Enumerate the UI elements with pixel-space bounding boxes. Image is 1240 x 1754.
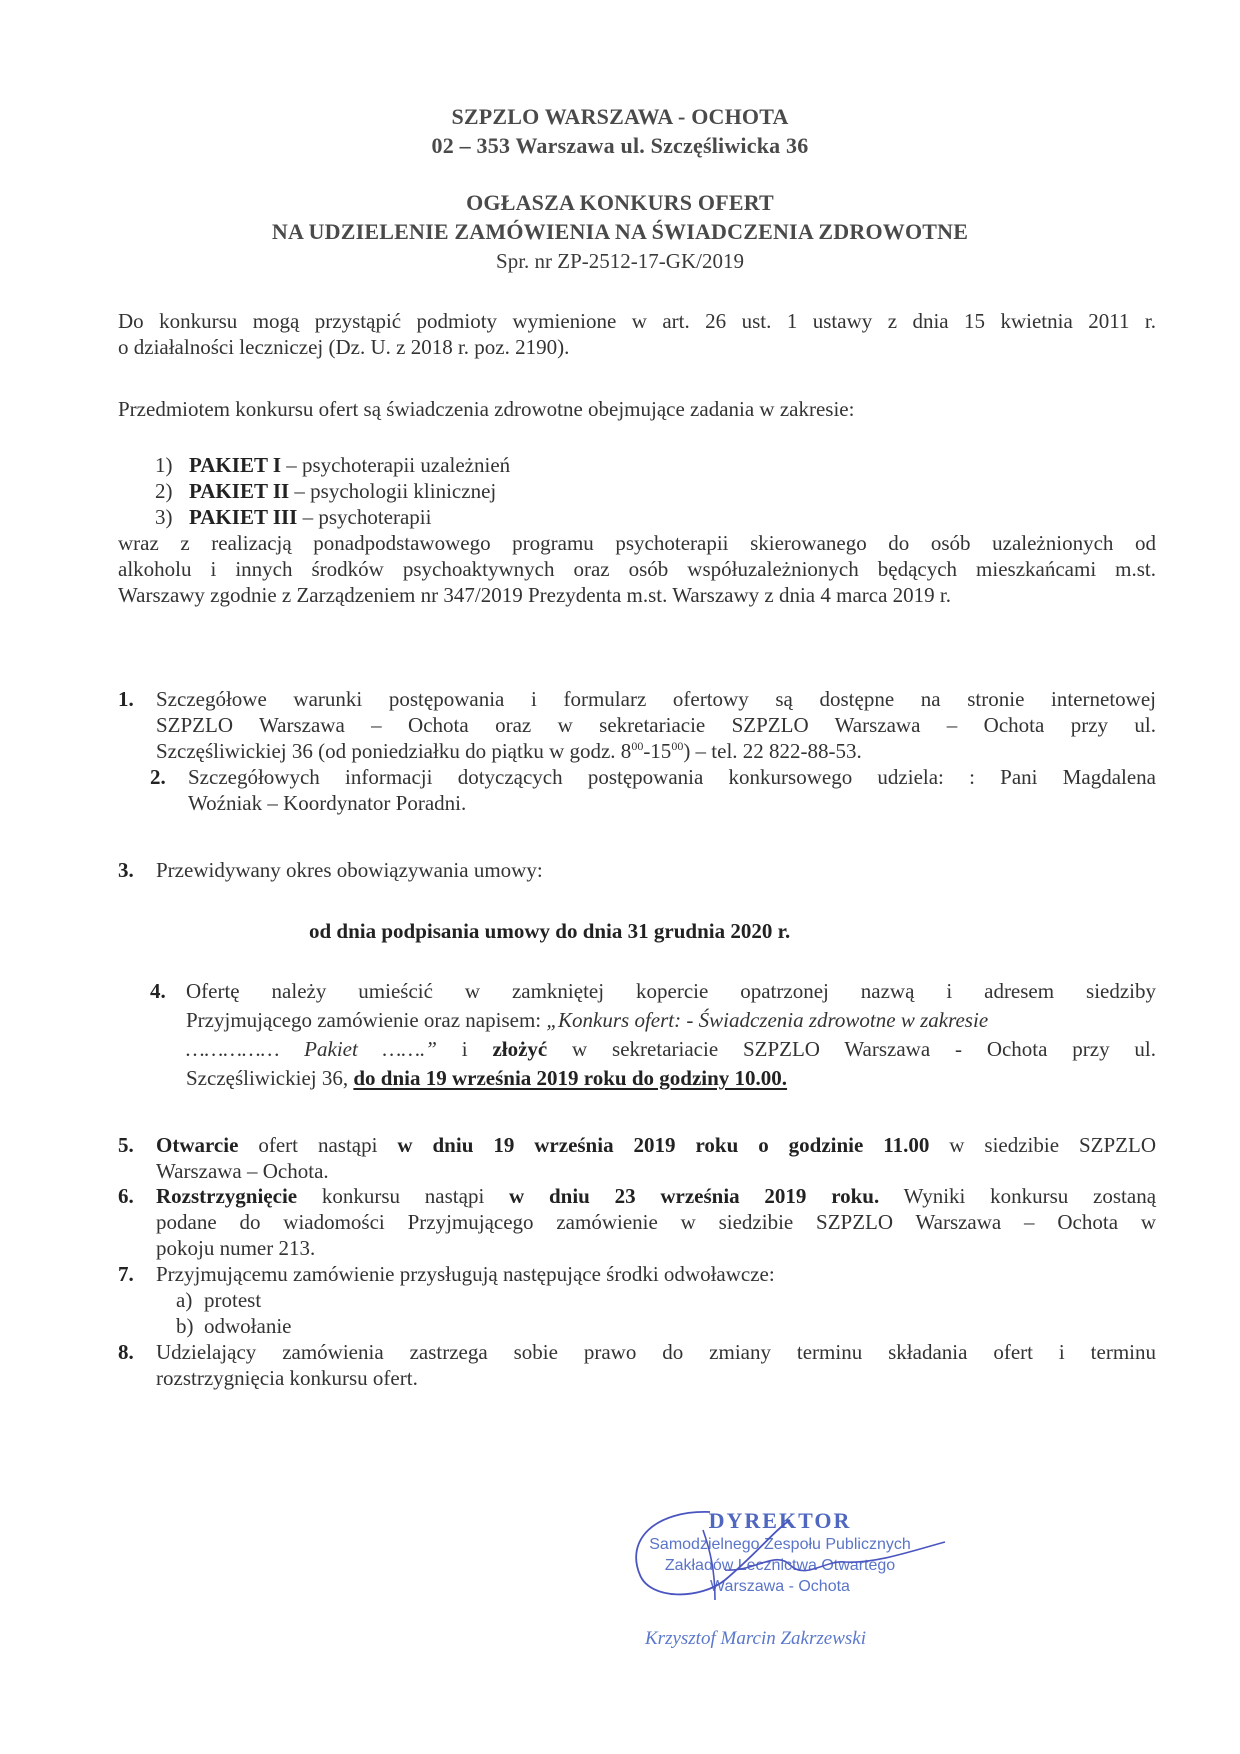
submission-deadline: do dnia 19 września 2019 roku do godziny 10.00. (353, 1066, 788, 1090)
numbered-item-6: 6. Rozstrzygnięcie konkursu nastąpi w dniu 23 września 2019 roku. Wyniki konkursu zostaną podane do wiadomości Przyjmującego zamówienie w siedzibie SZPZLO Warszawa – Ochota w pokoju numer 213. (118, 1184, 1157, 1260)
numbered-item-7: 7. Przyjmującemu zamówienie przysługują następujące środki odwoławcze: a) protest b) odwołanie (118, 1261, 1156, 1339)
numbered-item-5: 5. Otwarcie ofert nastąpi w dniu 19 września 2019 roku o godzinie 11.00 w siedzibie SZPZLO Warszawa – Ochota. (118, 1133, 1157, 1183)
numbered-item-1: 1. Szczegółowe warunki postępowania i formularz ofertowy są dostępne na stronie internetowej SZPZLO Warszawa – Ochota oraz w sekretariacie SZPZLO Warszawa – Ochota przy ul. Szczęśliwickiej 36 (od poniedziałku do piątku w godz. $8^{00}-15^{00}$) – tel. 22 822-88-53. (118, 687, 1156, 763)
numbered-item-4: 4. Ofertę należy umieścić w zamkniętej kopercie opatrzonej nazwą i adresem siedziby Przyjmującego zamówienie oraz napisem: „Konkurs ofert: - Świadczenia zdrowotne w zakresie …………… Pakiet …….” i złożyć w sekretariacie SZPZLO Warszawa - Ochota przy ul. Szczęśliwickiej 36, do dnia 19 września 2019 roku do godziny 10.00. (150, 979, 1157, 1090)
program-paragraph: wraz z realizacją ponadpodstawowego programu psychoterapii skierowanego do osób uzależnionych od alkoholu i innych środków psychoaktywnych oraz osób współuzależnionych będących mieszkańcami m.st. Warszawy zgodnie z Zarządzeniem nr 347/2019 Prezydenta m.st. Warszawy z dnia 4 marca 2019 r. (118, 531, 1156, 607)
announcement-title: OGŁASZA KONKURS OFERT (466, 190, 774, 215)
organization-name: SZPZLO WARSZAWA - OCHOTA (451, 104, 789, 129)
opening-date: w dniu 19 września 2019 roku o godzinie 11.00 (397, 1133, 930, 1157)
package-list (155, 452, 510, 530)
numbered-item-3: 3. Przewidywany okres obowiązywania umowy: (118, 858, 543, 882)
subject-intro: Przedmiotem konkursu ofert są świadczenia zdrowotne obejmujące zadania w zakresie: (118, 397, 855, 421)
numbered-item-2: 2. Szczegółowych informacji dotyczących postępowania konkursowego udziela: : Pani Magdalena Woźniak – Koordynator Poradni. (150, 765, 1156, 815)
package-item: 2) PAKIET II – psychologii klinicznej (155, 479, 497, 503)
stamp-title: DYREKTOR (708, 1508, 852, 1533)
numbered-item-8: 8. Udzielający zamówienia zastrzega sobie prawo do zmiany terminu składania ofert i terminu rozstrzygnięcia konkursu ofert. (118, 1340, 1156, 1390)
package-name: PAKIET I (189, 453, 281, 477)
remedy-item: a) protest (176, 1288, 262, 1312)
package-name: PAKIET III (189, 505, 298, 529)
director-name: Krzysztof Marcin Zakrzewski (645, 1628, 866, 1649)
package-item: 3) PAKIET III – psychoterapii (155, 505, 432, 529)
organization-address: 02 – 353 Warszawa ul. Szczęśliwicka 36 (431, 133, 809, 158)
handwritten-signature-icon (615, 1500, 955, 1610)
package-item: 1) PAKIET I – psychoterapii uzależnień (155, 453, 511, 477)
announcement-subtitle: NA UDZIELENIE ZAMÓWIENIA NA ŚWIADCZENIA ZDROWOTNE (271, 219, 969, 244)
eligibility-line-2: o działalności leczniczej (Dz. U. z 2018 r. poz. 2190). (118, 335, 570, 359)
director-stamp: DYREKTOR Samodzielnego Zespołu Publicznych Zakładów Lecznictwa Otwartego Warszawa - Ochota (615, 1508, 945, 1597)
case-number: Spr. nr ZP-2512-17-GK/2019 (496, 249, 744, 273)
package-name: PAKIET II (189, 479, 290, 503)
remedy-item: b) odwołanie (176, 1314, 292, 1338)
eligibility-paragraph (118, 308, 1156, 360)
contract-period: od dnia podpisania umowy do dnia 31 grudnia 2020 r. (309, 919, 791, 943)
eligibility-line-1: Do konkursu mogą przystąpić podmioty wymienione w art. 26 ust. 1 ustawy z dnia 15 kwietnia 2011 r. (118, 309, 1156, 333)
resolution-date: w dniu 23 września 2019 roku. (509, 1184, 880, 1208)
